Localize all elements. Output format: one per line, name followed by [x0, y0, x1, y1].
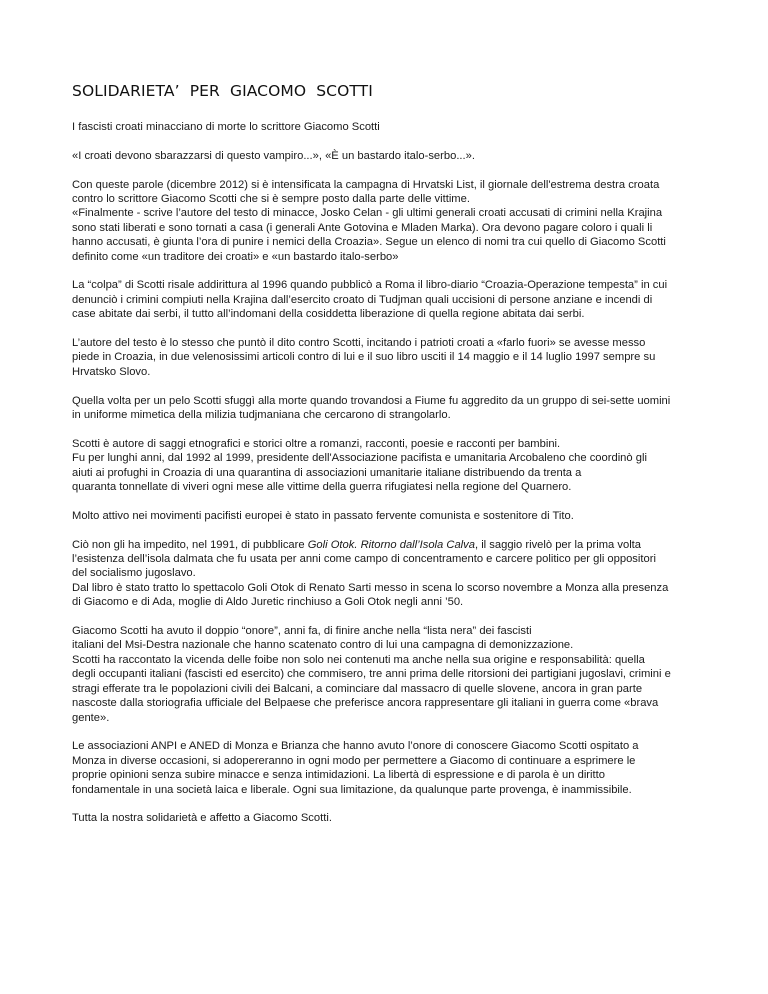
paragraph-campaign: Con queste parole (dicembre 2012) si è intensificata la campagna di Hrvatski List, il giornale dell'estrema destra croata contro lo scrittore Giacomo Scotti che si è sempre posto dalla parte delle vittime. «Finalmente - scrive l’autore del testo di minacce, Josko Celan - gli ultimi generali croati accusati di crimini nella Krajina sono stati liberati e sono tornati a casa (i generali Ante Gotovina e Mladen Marka). Ora devono pagare coloro i quali li hanno accusati, è giunta l’ora di punire i nemici della Croazia». Segue un elenco di nomi tra cui quello di Giacomo Scotti definito come «un traditore dei croati» e «un bastardo italo-serbo»: [72, 178, 666, 263]
paragraph-colpa: La “colpa” di Scotti risale addirittura al 1996 quando pubblicò a Roma il libro-diario “Croazia-Operazione tempesta” in cui denunciò i crimini compiuti nella Krajina dall’esercito croato di Tudjman quali uccisioni di persone anziane e incendi di case abitate dai serbi, il tutto all’indomani della cosiddetta liberazione di quella regione abitata dai serbi.: [72, 279, 668, 321]
paragraph-quote: «I croati devono sbarazzarsi di questo vampiro...», «È un bastardo italo-serbo...».: [72, 149, 475, 162]
paragraph-foibe: Giacomo Scotti ha avuto il doppio “onore”, anni fa, di finire anche nella “lista nera” dei fascisti italiani del Msi-Destra nazionale che hanno scatenato contro di lui una campagna di demonizzazione. Scotti ha raccontato la vicenda delle foibe non solo nei contenuti ma anche nella sua origine e responsabilità: quella degli occupanti italiani (fascisti ed esercito) che commisero, tre anni prima delle ritorsioni dei partigiani jugoslavi, crimini e stragi efferate tra le popolazioni civili dei Balcani, a cominciare dal massacro di quelle slovene, ancora in gran parte nascoste dalla storiografia ufficiale del Belpaese che preferisce ancora rappresentare gli italiani in guerra come «brava gente».: [72, 625, 671, 724]
paragraph-fiume: Quella volta per un pelo Scotti sfuggì alla morte quando trovandosi a Fiume fu aggredito da un gruppo di sei-sette uomini in uniforme mimetica della milizia tudjmaniana che cercarono di strangolarlo.: [72, 394, 671, 422]
book-title: Goli Otok. Ritorno dall’Isola Calva: [307, 538, 475, 551]
document-title: SOLIDARIETA’ PER GIACOMO SCOTTI: [72, 82, 373, 100]
paragraph-subtitle: I fascisti croati minacciano di morte lo scrittore Giacomo Scotti: [72, 121, 380, 133]
paragraph-autore: L’autore del testo è lo stesso che puntò il dito contro Scotti, incitando i patrioti croati a «farlo fuori» se avesse messo piede in Croazia, in due velenosissimi articoli contro di lui e il suo libro usciti il 14 maggio e il 14 luglio 1997 sempre su Hrvatsko Slovo.: [72, 337, 656, 378]
paragraph-bio: Scotti è autore di saggi etnografici e storici oltre a romanzi, racconti, poesie e racconti per bambini. Fu per lunghi anni, dal 1992 al 1999, presidente dell'Associazione pacifista e umanitaria Arcobaleno che coordinò gli aiuti ai profughi in Croazia di una quarantina di associazioni umanitarie italiane distribuendo da trenta a quaranta tonnellate di viveri ogni mese alle vittime della guerra rifugiatesi nella regione del Quarnero.: [72, 437, 647, 494]
paragraph-anpi-aned: Le associazioni ANPI e ANED di Monza e Brianza che hanno avuto l’onore di conoscere Giacomo Scotti ospitato a Monza in diverse occasioni, si adopereranno in ogni modo per permettere a Giacomo di continuare a esprimere le proprie opinioni senza subire minacce e senza intimidazioni. La libertà di espressione e di parola è un diritto fondamentale in una società laica e liberale. Ogni sua limitazione, da qualunque parte provenga, è inammissibile.: [72, 740, 639, 796]
paragraph-goli-otok: Ciò non gli ha impedito, nel 1991, di pubblicare Goli Otok. Ritorno dall’Isola Calva, il saggio rivelò per la prima volta l’esistenza dell’isola dalmata che fu usata per anni come campo di concentramento e carcere politico per gli oppositori del socialismo jugoslavo. Dal libro è stato tratto lo spettacolo Goli Otok di Renato Sarti messo in scena lo scorso novembre a Monza alla presenza di Giacomo e di Ada, moglie di Aldo Juretic rinchiuso a Goli Otok negli anni ’50.: [72, 538, 669, 609]
paragraph-closing: Tutta la nostra solidarietà e affetto a Giacomo Scotti.: [72, 812, 332, 825]
paragraph-pacifist: Molto attivo nei movimenti pacifisti europei è stato in passato fervente comunista e sostenitore di Tito.: [72, 509, 574, 522]
